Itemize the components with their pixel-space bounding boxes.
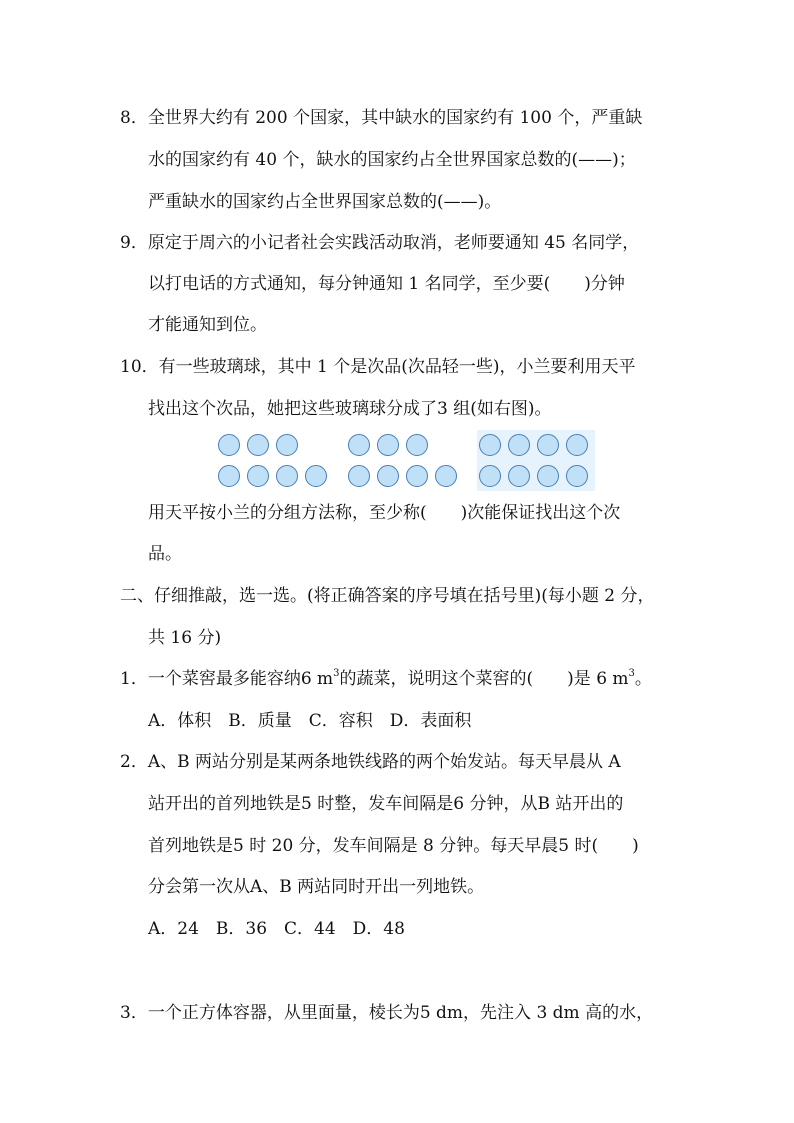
glass-ball <box>537 434 559 456</box>
q10-line-1: 10．有一些玻璃球，其中 1 个是次品(次品轻一些)，小兰要利用天平 <box>120 357 636 377</box>
q8-line-2: 水的国家约有 40 个，缺水的国家约占全世界国家总数的(——)； <box>148 150 636 170</box>
q9-line-2: 以打电话的方式通知，每分钟通知 1 名同学，至少要( )分钟 <box>148 274 625 294</box>
q9-line-3: 才能通知到位。 <box>148 315 267 335</box>
s2-q1-text-middle: 的蔬菜，说明这个菜窖的( )是 6 m <box>339 669 629 689</box>
glass-ball <box>276 434 298 456</box>
glass-ball <box>377 465 399 487</box>
glass-ball <box>377 434 399 456</box>
section-2-heading-line-1: 二、仔细推敲，选一选。(将正确答案的序号填在括号里)(每小题 2 分， <box>120 586 655 606</box>
s2-q1-text-before: 1．一个菜窖最多能容纳6 m <box>120 669 334 689</box>
glass-ball <box>406 434 428 456</box>
s2-q1-options: A．体积 B．质量 C．容积 D．表面积 <box>148 711 472 731</box>
q10-line-2: 找出这个次品，她把这些玻璃球分成了3 组(如右图)。 <box>148 399 552 419</box>
glass-ball <box>247 434 269 456</box>
glass-ball <box>348 465 370 487</box>
q8-line-3: 严重缺水的国家约占全世界国家总数的(——)。 <box>148 192 502 212</box>
q10-line-3: 用天平按小兰的分组方法称，至少称( )次能保证找出这个次 <box>148 503 621 523</box>
glass-ball <box>247 465 269 487</box>
glass-ball <box>305 465 327 487</box>
glass-ball <box>276 465 298 487</box>
s2-q2-line-4: 分会第一次从A、B 两站同时开出一列地铁。 <box>148 877 485 897</box>
glass-ball <box>218 434 240 456</box>
glass-ball <box>348 434 370 456</box>
glass-ball <box>566 465 588 487</box>
s2-q2-line-1: 2．A、B 两站分别是某两条地铁线路的两个始发站。每天早晨从 A <box>120 752 621 772</box>
glass-ball <box>406 465 428 487</box>
glass-ball <box>479 434 501 456</box>
glass-ball <box>218 465 240 487</box>
glass-ball <box>508 434 530 456</box>
group-3-highlight <box>477 430 595 491</box>
glass-ball <box>537 465 559 487</box>
q10-line-4: 品。 <box>148 544 182 564</box>
glass-ball <box>566 434 588 456</box>
s2-q1-text <box>120 668 652 690</box>
section-2-heading-line-2: 共 16 分) <box>148 628 222 648</box>
s2-q3-line-1: 3．一个正方体容器，从里面量，棱长为5 dm，先注入 3 dm 高的水， <box>120 1003 654 1023</box>
glass-ball <box>508 465 530 487</box>
s2-q2-line-2: 站开出的首列地铁是5 时整，发车间隔是6 分钟，从B 站开出的 <box>148 794 624 814</box>
q9-line-1: 9．原定于周六的小记者社会实践活动取消，老师要通知 45 名同学， <box>120 233 640 253</box>
s2-q1-text-after: 。 <box>634 669 652 689</box>
glass-ball <box>479 465 501 487</box>
s2-q1-superscript-2: 3 <box>628 668 635 680</box>
s2-q1-superscript-1: 3 <box>333 668 340 680</box>
q8-line-1: 8．全世界大约有 200 个国家，其中缺水的国家约有 100 个，严重缺 <box>120 108 643 128</box>
s2-q2-line-3: 首列地铁是5 时 20 分，发车间隔是 8 分钟。每天早晨5 时( ) <box>148 836 639 856</box>
glass-ball <box>435 465 457 487</box>
s2-q2-options: A．24 B．36 C．44 D．48 <box>148 919 405 939</box>
